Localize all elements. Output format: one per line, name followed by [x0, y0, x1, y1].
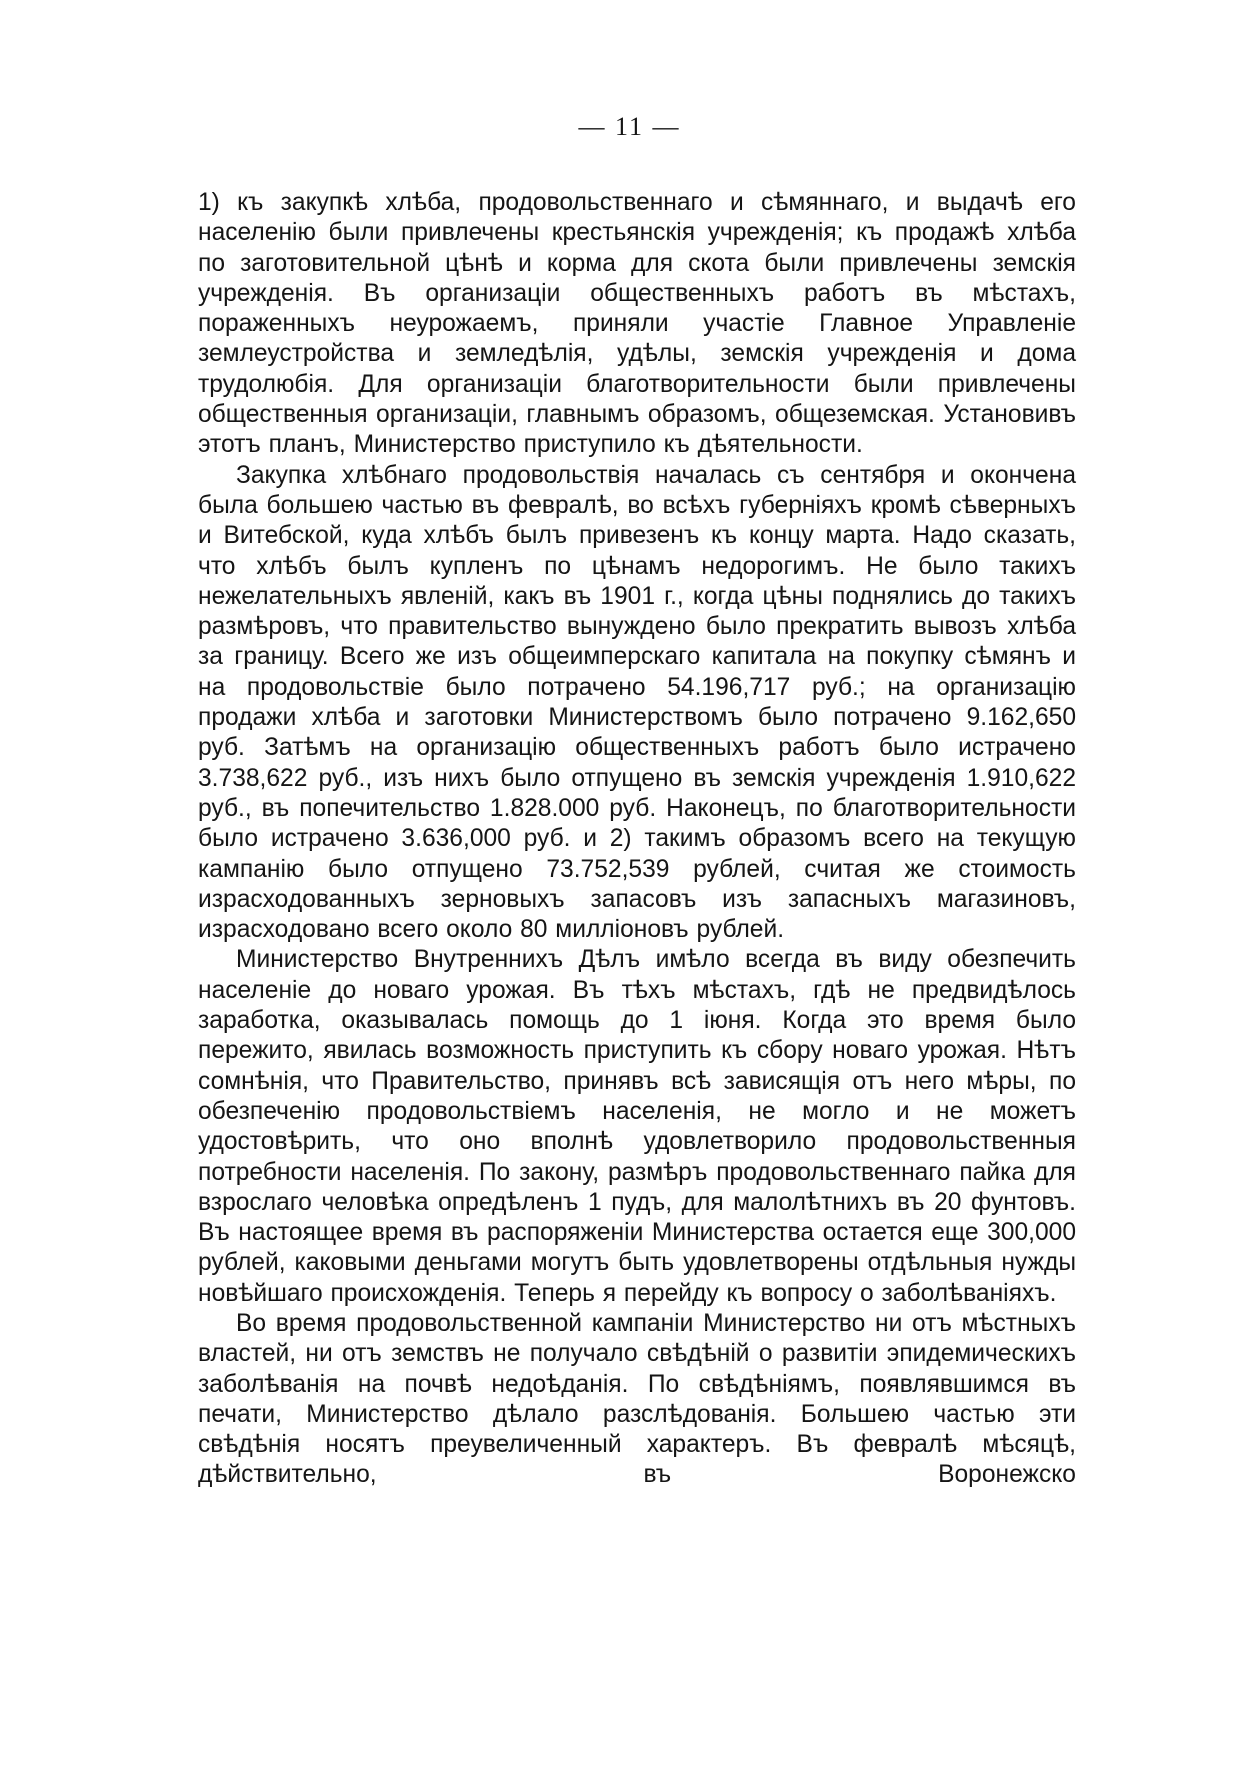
body-text: [198, 188, 1076, 1491]
paragraph-3: Министерство Внутреннихъ Дѣлъ имѣло всегда въ виду обезпечить населеніе до новаго урожая. Въ тѣхъ мѣстахъ, гдѣ не предвидѣлось заработка, оказывалась помощь до 1 іюня. Когда это время было пережито, явилась возможность приступить къ сбору новаго урожая. Нѣтъ сомнѣнія, что Правительство, принявъ всѣ зависящія отъ него мѣры, по обезпеченію продовольствіемъ населенія, не могло и не можетъ удостовѣрить, что оно вполнѣ удовлетворило продовольственныя потребности населенія. По закону, размѣръ продовольственнаго пайка для взрослаго человѣка опредѣленъ 1 пудъ, для малолѣтнихъ въ 20 фунтовъ. Въ настоящее время въ распоряженіи Министерства остается еще 300,000 рублей, каковыми деньгами могутъ быть удовлетворены отдѣльныя нужды новѣйшаго происхожденія. Теперь я перейду къ вопросу о заболѣваніяхъ.: [198, 946, 1076, 1307]
page-number: — 11 —: [578, 112, 681, 141]
paragraph-4: Во время продовольственной кампаніи Министерство ни отъ мѣстныхъ властей, ни отъ земствъ не получало свѣдѣній о развитіи эпидемическихъ заболѣванія на почвѣ недоѣданія. По свѣдѣніямъ, появлявшимся въ печати, Министерство дѣлало разслѣдованія. Большею частью эти свѣдѣнія носятъ преувеличенный характеръ. Въ февралѣ мѣсяцѣ, дѣйствительно, въ Воронежско: [198, 1309, 1076, 1489]
paragraph-1: 1) къ закупкѣ хлѣба, продовольственнаго и сѣмяннаго, и выдачѣ его населенію были привлечены крестьянскія учрежденія; къ продажѣ хлѣба по заготовительной цѣнѣ и корма для скота были привлечены земскія учрежденія. Въ организаціи общественныхъ работъ въ мѣстахъ, пораженныхъ неурожаемъ, приняли участіе Главное Управленіе землеустройства и земледѣлія, удѣлы, земскія учрежденія и дома трудолюбія. Для организаціи благотворительности были привлечены общественныя организаціи, главнымъ образомъ, общеземская. Установивъ этотъ планъ, Министерство приступило къ дѣятельности.: [198, 189, 1076, 459]
paragraph-2: Закупка хлѣбнаго продовольствія началась съ сентября и окончена была большею частью въ февралѣ, во всѣхъ губерніяхъ кромѣ сѣверныхъ и Витебской, куда хлѣбъ былъ привезенъ къ концу марта. Надо сказать, что хлѣбъ былъ купленъ по цѣнамъ недорогимъ. Не было такихъ нежелательныхъ явленій, какъ въ 1901 г., когда цѣны поднялись до такихъ размѣровъ, что правительство вынуждено было прекратить вывозъ хлѣба за границу. Всего же изъ общеимперскаго капитала на покупку сѣмянъ и на продовольствіе было потрачено 54.196,717 руб.; на организацію продажи хлѣба и заготовки Министерствомъ было потрачено 9.162,650 руб. Затѣмъ на организацію общественныхъ работъ было истрачено 3.738,622 руб., изъ нихъ было отпущено въ земскія учрежденія 1.910,622 руб., въ попечительство 1.828.000 руб. Наконецъ, по благотворительности было истрачено 3.636,000 руб. и 2) такимъ образомъ всего на текущую кампанію было отпущено 73.752,539 рублей, считая же стоимость израсходованныхъ зерновыхъ запасовъ изъ запасныхъ магазиновъ, израсходовано всего около 80 милліоновъ рублей.: [198, 461, 1076, 944]
